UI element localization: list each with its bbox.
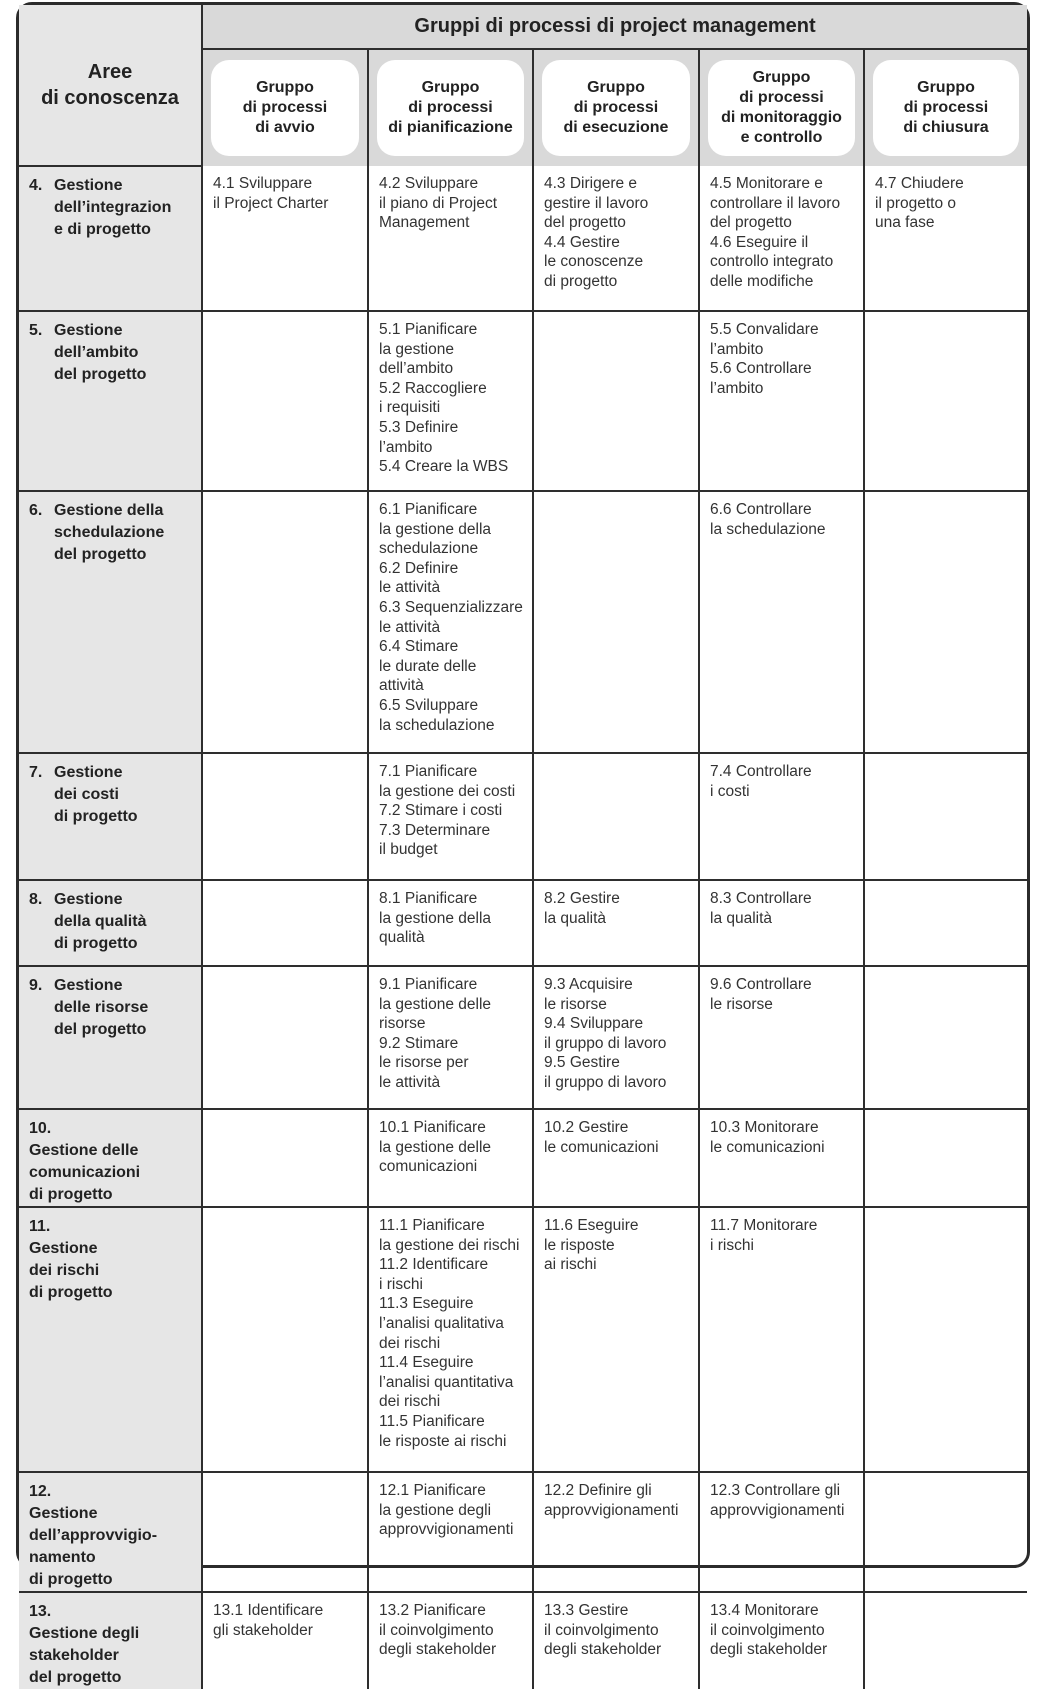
area-number: 4. — [29, 177, 43, 194]
process-cell — [202, 753, 368, 880]
corner-header — [19, 5, 202, 166]
area-label: Gestione dei rischi di progetto — [29, 1240, 113, 1301]
process-cell: 8.3 Controllare la qualità — [699, 880, 864, 966]
process-cell — [864, 753, 1027, 880]
table-row — [19, 311, 1027, 491]
process-cell: 6.1 Pianificare la gestione della schedulazione 6.2 Definire le attività 6.3 Sequenzializzare le attività 6.4 Stimare le durate delle attività 6.5 Sviluppare la schedulazione — [368, 491, 533, 753]
process-cell: 13.4 Monitorare il coinvolgimento degli stakeholder — [699, 1592, 864, 1689]
knowledge-area — [19, 166, 202, 311]
table-row — [19, 1592, 1027, 1689]
process-cell: 4.2 Sviluppare il piano di Project Management — [368, 166, 533, 311]
area-label: Gestione della schedulazione del progetto — [54, 502, 165, 563]
area-number: 13. — [29, 1603, 52, 1620]
knowledge-area — [19, 880, 202, 966]
area-number: 9. — [29, 977, 43, 994]
table-row — [19, 966, 1027, 1109]
process-cell: 10.1 Pianificare la gestione delle comunicazioni — [368, 1109, 533, 1207]
process-cell — [533, 311, 699, 491]
area-number: 10. — [29, 1120, 52, 1137]
area-label: Gestione delle comunicazioni di progetto — [29, 1142, 141, 1203]
process-cell — [864, 311, 1027, 491]
process-cell: 13.1 Identificare gli stakeholder — [202, 1592, 368, 1689]
table-row — [19, 1472, 1027, 1592]
process-cell — [533, 491, 699, 753]
process-cell: 9.6 Controllare le risorse — [699, 966, 864, 1109]
process-cell: 4.5 Monitorare e controllare il lavoro del progetto 4.6 Eseguire il controllo integrato delle modifiche — [699, 166, 864, 311]
process-cell — [864, 880, 1027, 966]
knowledge-area — [19, 966, 202, 1109]
process-cell — [864, 1592, 1027, 1689]
process-cell: 11.1 Pianificare la gestione dei rischi 11.2 Identificare i rischi 11.3 Eseguire l’analisi qualitativa dei rischi 11.4 Eseguire l’analisi quantitativa dei rischi 11.5 Pianificare le risposte ai rischi — [368, 1207, 533, 1472]
process-cell: 5.5 Convalidare l’ambito 5.6 Controllare l’ambito — [699, 311, 864, 491]
process-cell: 8.1 Pianificare la gestione della qualità — [368, 880, 533, 966]
group-label: Gruppo di processi di pianificazione — [377, 60, 524, 156]
area-number: 12. — [29, 1483, 52, 1500]
process-table — [19, 5, 1027, 1689]
table-row — [19, 880, 1027, 966]
knowledge-areas-heading: Aree di conoscenza — [41, 61, 179, 109]
group-label: Gruppo di processi di chiusura — [873, 60, 1019, 156]
area-label: Gestione dei costi di progetto — [54, 764, 138, 825]
process-cell: 11.6 Eseguire le risposte ai rischi — [533, 1207, 699, 1472]
knowledge-area — [19, 1472, 202, 1592]
area-number: 5. — [29, 322, 43, 339]
process-cell: 13.2 Pianificare il coinvolgimento degli stakeholder — [368, 1592, 533, 1689]
knowledge-area — [19, 753, 202, 880]
group-header-pianificazione — [368, 49, 533, 166]
knowledge-area — [19, 491, 202, 753]
group-header-esecuzione — [533, 49, 699, 166]
process-cell — [202, 491, 368, 753]
process-cell: 10.2 Gestire le comunicazioni — [533, 1109, 699, 1207]
process-cell — [533, 753, 699, 880]
area-label: Gestione dell’approvvigio- namento di progetto — [29, 1505, 158, 1588]
process-cell — [202, 1109, 368, 1207]
process-cell: 7.4 Controllare i costi — [699, 753, 864, 880]
process-cell: 9.3 Acquisire le risorse 9.4 Sviluppare il gruppo di lavoro 9.5 Gestire il gruppo di lavoro — [533, 966, 699, 1109]
process-cell: 12.3 Controllare gli approvvigionamenti — [699, 1472, 864, 1592]
process-cell: 4.7 Chiudere il progetto o una fase — [864, 166, 1027, 311]
process-cell — [864, 1109, 1027, 1207]
process-cell: 4.3 Dirigere e gestire il lavoro del progetto 4.4 Gestire le conoscenze di progetto — [533, 166, 699, 311]
process-cell: 11.7 Monitorare i rischi — [699, 1207, 864, 1472]
area-label: Gestione dell’integrazion e di progetto — [54, 177, 172, 238]
table-row — [19, 166, 1027, 311]
area-label: Gestione delle risorse del progetto — [54, 977, 149, 1038]
area-number: 7. — [29, 764, 43, 781]
process-cell — [202, 311, 368, 491]
area-number: 8. — [29, 891, 43, 908]
process-cell: 6.6 Controllare la schedulazione — [699, 491, 864, 753]
area-label: Gestione degli stakeholder del progetto — [29, 1625, 140, 1686]
group-label: Gruppo di processi di esecuzione — [542, 60, 690, 156]
process-cell — [202, 966, 368, 1109]
process-cell — [202, 1207, 368, 1472]
knowledge-area — [19, 1592, 202, 1689]
table-row — [19, 491, 1027, 753]
table-row — [19, 1109, 1027, 1207]
process-cell: 13.3 Gestire il coinvolgimento degli stakeholder — [533, 1592, 699, 1689]
group-header-chiusura — [864, 49, 1027, 166]
knowledge-area — [19, 1207, 202, 1472]
group-header-monitoraggio — [699, 49, 864, 166]
group-label: Gruppo di processi di avvio — [211, 60, 359, 156]
process-cell — [202, 1472, 368, 1592]
area-number: 6. — [29, 502, 43, 519]
process-cell — [864, 966, 1027, 1109]
process-cell: 12.2 Definire gli approvvigionamenti — [533, 1472, 699, 1592]
process-cell: 5.1 Pianificare la gestione dell’ambito 5.2 Raccogliere i requisiti 5.3 Definire l’ambito 5.4 Creare la WBS — [368, 311, 533, 491]
process-cell — [864, 1207, 1027, 1472]
process-cell: 7.1 Pianificare la gestione dei costi 7.2 Stimare i costi 7.3 Determinare il budget — [368, 753, 533, 880]
group-header-avvio — [202, 49, 368, 166]
knowledge-area — [19, 1109, 202, 1207]
process-matrix — [16, 2, 1030, 1686]
process-cell: 8.2 Gestire la qualità — [533, 880, 699, 966]
area-number: 11. — [29, 1218, 51, 1235]
area-label: Gestione dell’ambito del progetto — [54, 322, 147, 383]
table-row — [19, 753, 1027, 880]
process-groups-band: Gruppi di processi di project management — [202, 5, 1027, 49]
area-label: Gestione della qualità di progetto — [54, 891, 147, 952]
knowledge-area — [19, 311, 202, 491]
group-label: Gruppo di processi di monitoraggio e controllo — [708, 60, 855, 156]
process-cell — [202, 880, 368, 966]
process-cell: 4.1 Sviluppare il Project Charter — [202, 166, 368, 311]
process-cell: 12.1 Pianificare la gestione degli approvvigionamenti — [368, 1472, 533, 1592]
process-cell: 9.1 Pianificare la gestione delle risorse 9.2 Stimare le risorse per le attività — [368, 966, 533, 1109]
process-cell — [864, 1472, 1027, 1592]
process-cell — [864, 491, 1027, 753]
process-cell: 10.3 Monitorare le comunicazioni — [699, 1109, 864, 1207]
table-row — [19, 1207, 1027, 1472]
